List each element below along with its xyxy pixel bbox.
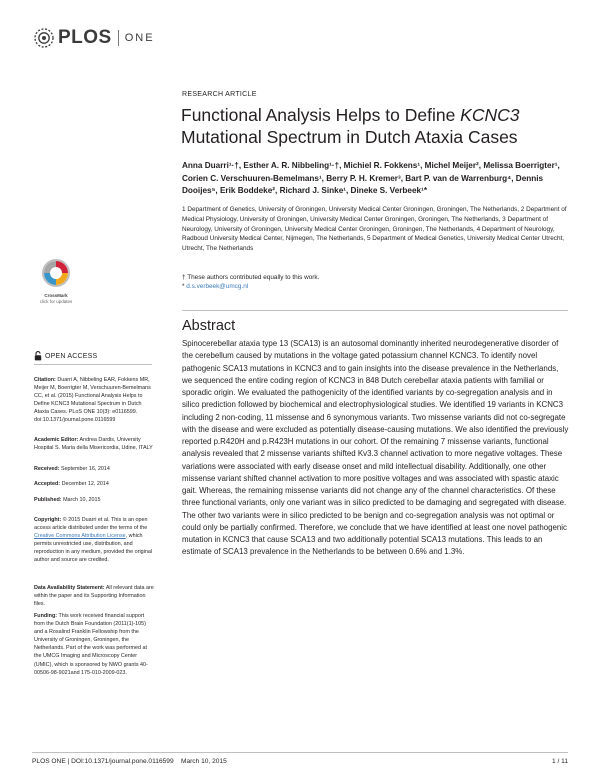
article-type: RESEARCH ARTICLE	[182, 91, 257, 98]
title-part-1: Functional Analysis Helps to Define	[181, 105, 461, 125]
citation-block	[34, 376, 154, 425]
accepted-date: December 12, 2014	[61, 481, 109, 487]
crossmark-sublabel: click for updates	[39, 299, 73, 304]
title-part-2: Mutational Spectrum in Dutch Ataxia Cases	[181, 127, 518, 147]
plos-one-logo	[32, 26, 155, 50]
corresponding-note	[182, 282, 248, 291]
academic-editor-block	[34, 436, 154, 452]
journal-name: ONE	[124, 32, 155, 44]
abstract-divider	[182, 310, 568, 311]
funding-block	[34, 612, 154, 677]
crossmark-icon	[41, 258, 71, 288]
data-availability-label: Data Availability Statement:	[34, 585, 105, 591]
accepted-block	[34, 480, 154, 488]
published-date: March 10, 2015	[63, 497, 101, 503]
funding-text: This work received financial support from the Dutch Brain Foundation (2011(1)-105) and a Rosalind Franklin Fellowship from the University of Groningen, Groningen, the Netherlands. Part of the work was performed at the UMCG Imaging and Microscopy Center (UMIC), which is sponsored by NWO grants 40-00506-98-9021and 175-010-2009-023.	[34, 613, 148, 676]
author-list: Anna Duarri¹·†, Esther A. R. Nibbeling¹·†, Michiel R. Fokkens¹, Michel Meijer², Melissa Boerrigter¹, Corien C. Verschuuren-Bemelmans¹, Berry P. H. Kremer³, Bart P. van de Warrenburg⁴, Dennis Dooijes⁵, Erik Boddeke², Richard J. Sinke¹, Dineke S. Verbeek¹*	[182, 161, 560, 195]
received-date: September 16, 2014	[60, 466, 110, 472]
data-availability-block	[34, 584, 154, 608]
footer-divider	[32, 752, 568, 753]
copyright-text-2: , which permits unrestricted use, distribution, and reproduction in any medium, provided the original author and source are credited.	[34, 533, 153, 564]
abstract-body: Spinocerebellar ataxia type 13 (SCA13) is an autosomal dominantly inherited neurodegenerative disorder of the cerebellum caused by mutations in the voltage gated potassium channel KCNC3. To identify novel pathogenic SCA13 mutations in KCNC3 and to gain insights into the disease prevalence in the Netherlands, we sequenced the entire coding region of KCNC3 in 848 Dutch cerebellar ataxia patients with familial or sporadic origin. We evaluated the pathogenicity of the identified variants by co-segregation analysis and in silico prediction followed by biochemical and electrophysiological studies. We identified 19 variants in KCNC3 including 2 non-coding, 11 missense and 6 synonymous variants. Two missense variants did not co-segregate with the disease and were excluded as potentially disease-causing mutations. We also identified the previously reported p.R420H and p.R423H mutations in our cohort. Of the remaining 7 missense variants, functional analysis revealed that 2 missense variants shifted Kv3.3 channel activation to more negative voltages. These variations were associated with early disease onset and mild intellectual disability. Additionally, one other missense variant shifted channel activation to more positive voltages and was associated with spastic ataxic gait. Whereas, the remaining missense variants did not change any of the channel characteristics. Of these three functional variants, only one variant was in silico predicted to be damaging and segregated with disease. The other two variants were in silico predicted to be benign and co-segregation analysis was not optimal or could only be partially confirmed. Therefore, we conclude that we have identified at least one novel pathogenic mutation in KCNC3 that cause SCA13 and two additionally potential SCA13 mutations. This leads to an estimate of SCA13 prevalence in the Netherlands to be between 0.6% and 1.3%.	[182, 339, 569, 557]
received-block	[34, 465, 154, 473]
editor-text: Andrea Dardis, University Hospital S. Maria della Misericordia, Udine, ITALY	[34, 437, 153, 452]
funding-label: Funding:	[34, 613, 58, 619]
citation-text: Duarri A, Nibbeling EAR, Fokkens MR, Meijer M, Boerrigter M, Verschuuren-Bemelmans CC, et al. (2015) Functional Analysis Helps to Define KCNC3 Mutational Spectrum in Dutch Ataxia Cases. PLoS ONE 10(3): e0116599. doi:10.1371/journal.pone.0116599	[34, 377, 151, 424]
plos-logo-icon	[32, 26, 56, 50]
data-availability-text: All relevant data are within the paper and its Supporting Information files.	[34, 585, 154, 608]
corresponding-mark: *	[182, 283, 187, 290]
open-access-badge	[34, 351, 97, 361]
abstract-heading: Abstract	[182, 318, 236, 334]
logo-divider	[118, 30, 119, 46]
footer-citation: PLOS ONE | DOI:10.1371/journal.pone.0116599 March 10, 2015	[32, 758, 227, 765]
accepted-label: Accepted:	[34, 481, 61, 487]
article-title	[181, 104, 571, 148]
affiliations: 1 Department of Genetics, University of Groningen, University Medical Center Groningen, Groningen, The Netherlands, 2 Department of Medical Physiology, University of Groningen, University Medical Center Groningen, Groningen, The Netherlands, 3 Department of Neurology, University of Groningen, University Medical Center Groningen, Groningen, The Netherlands, 4 Department of Neurology, Radboud University Medical Center, Nijmegen, The Netherlands, 5 Department of Medical Genetics, University Medical Center Utrecht, Utrecht, The Netherlands	[182, 206, 567, 253]
received-label: Received:	[34, 466, 60, 472]
open-access-label: OPEN ACCESS	[45, 352, 98, 360]
citation-label: Citation:	[34, 377, 56, 383]
editor-label: Academic Editor:	[34, 437, 79, 443]
corresponding-email-link[interactable]: d.s.verbeek@umcg.nl	[186, 283, 249, 290]
copyright-label: Copyright:	[34, 517, 62, 523]
published-label: Published:	[34, 497, 62, 503]
sidebar-divider	[34, 364, 152, 365]
cc-license-link[interactable]: Creative Commons Attribution License	[34, 533, 126, 540]
crossmark-badge[interactable]	[34, 258, 78, 305]
copyright-block	[34, 516, 154, 565]
open-lock-icon	[34, 351, 42, 361]
brand-name: PLOS	[58, 27, 112, 48]
equal-contribution-note: † These authors contributed equally to this work.	[182, 274, 320, 281]
copyright-text-1: © 2015 Duarri et al. This is an open access article distributed under the terms of the	[34, 517, 148, 532]
title-gene: KCNC3	[460, 105, 520, 125]
published-block	[34, 496, 154, 504]
crossmark-label: CrossMark	[44, 293, 68, 298]
page-number: 1 / 11	[551, 758, 568, 765]
page-footer	[32, 758, 568, 765]
